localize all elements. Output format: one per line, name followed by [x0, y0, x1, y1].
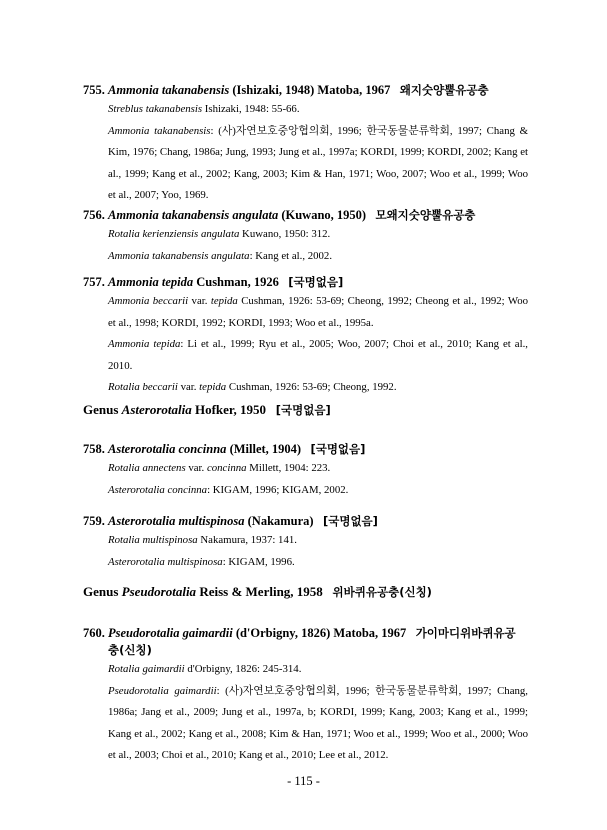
synonym-citation: Ishizaki, 1948: 55-66. [202, 103, 300, 115]
species-name: concinna [178, 442, 227, 456]
author-citation: (Kuwano, 1950) [281, 208, 367, 222]
species-name: multispinosa [178, 514, 245, 528]
species-entry-757 [83, 274, 528, 399]
genus-name: Pseudorotalia [108, 626, 180, 640]
author-citation: (d'Orbigny, 1826) Matoba, 1967 [235, 626, 407, 640]
genus-name: Ammonia [108, 83, 159, 97]
synonym-line [108, 377, 528, 399]
synonym-citation: : Li et al., 1999; Ryu et al., 2005; Woo, 2007; Choi et al., 2010; Kang et al., 2010. [108, 338, 528, 372]
genus-name: Asterorotalia [121, 402, 192, 417]
species-heading [83, 82, 528, 99]
synonym-line [108, 681, 528, 767]
synonym-citation: : (사)자연보호중앙협의회, 1996; 한국동물분류학회, 1997; Chang, 1986a; Jang et al., 2009; Jung et al., 1997a, b; KORDI, 1999; Kang, 2003; Kang et al., 1999; Kang et al., 2002; Kang et al., 2008; Kim & Han, 1971; Woo et al., 1999; Woo et al., 2000; Woo et al., 2003; Choi et al., 2010; Kang et al., 2010; Lee et al., 2012. [108, 684, 528, 761]
korean-name: 가이마디위바퀴유공 [415, 626, 516, 640]
synonym-citation: Kuwano, 1950: 312. [239, 228, 331, 240]
synonym-citation: d'Orbigny, 1826: 245-314. [184, 663, 302, 675]
species-heading [83, 274, 528, 291]
synonym-name: Rotalia multispinosa [108, 534, 198, 546]
synonym-name: Streblus takanabensis [108, 103, 203, 115]
species-entry-756 [83, 207, 528, 267]
synonym-citation: : Kang et al., 2002. [249, 249, 333, 262]
synonym-line [108, 224, 528, 246]
genus-name: Asterorotalia [108, 442, 176, 456]
author-citation: (Ishizaki, 1948) Matoba, 1967 [232, 83, 391, 97]
synonym-citation: : KIGAM, 1996; KIGAM, 2002. [207, 483, 349, 496]
korean-name: [국명없음] [310, 442, 366, 456]
korean-name-continued: 충(신칭) [108, 643, 152, 657]
synonym-list [108, 99, 528, 207]
entry-number: 759. [83, 514, 105, 528]
synonym-name: Rotalia beccarii [108, 381, 178, 393]
synonym-line [108, 458, 528, 480]
author-citation: (Nakamura) [247, 514, 314, 528]
synonym-line [108, 99, 528, 121]
author-citation: Cushman, 1926 [196, 275, 279, 289]
synonym-name: Ammonia tepida [108, 338, 181, 350]
synonym-list [108, 530, 528, 573]
synonym-variety: concinna [206, 462, 247, 474]
synonym-name: Rotalia gaimardii [108, 663, 185, 675]
korean-name: [국명없음] [275, 403, 331, 417]
species-entry-760 [83, 625, 528, 767]
species-name: takanabensis angulata [161, 208, 279, 222]
genus-label: Genus [83, 584, 119, 599]
page-number: - 115 - [287, 774, 320, 788]
genus-name: Asterorotalia [108, 514, 176, 528]
korean-name: 왜지숫양뿔유공충 [399, 83, 489, 97]
species-name: gaimardii [182, 626, 233, 640]
entry-number: 758. [83, 442, 105, 456]
author-citation: (Millet, 1904) [229, 442, 302, 456]
synonym-name: Ammonia beccarii [108, 295, 189, 307]
synonym-citation: var. [177, 381, 200, 393]
species-entry-758 [83, 441, 528, 501]
genus-heading-asterorotalia [83, 402, 331, 418]
entry-number: 756. [83, 208, 105, 222]
author-citation: Reiss & Merling, 1958 [199, 584, 323, 599]
synonym-citation: : KIGAM, 1996. [222, 555, 295, 568]
entry-number: 760. [83, 626, 105, 640]
species-entry-755 [83, 82, 528, 207]
synonym-name: Rotalia annectens [108, 462, 186, 474]
korean-name: [국명없음] [322, 514, 378, 528]
korean-name: 위바퀴유공충(신칭) [332, 585, 432, 599]
genus-name: Pseudorotalia [121, 584, 197, 599]
entry-number: 755. [83, 83, 105, 97]
species-entry-759 [83, 513, 528, 573]
genus-name: Ammonia [108, 275, 159, 289]
author-citation: Hofker, 1950 [194, 402, 267, 417]
synonym-name: Ammonia takanabensis [108, 124, 211, 137]
synonym-citation: var. [188, 295, 211, 307]
synonym-citation: var. [185, 462, 207, 474]
synonym-line [108, 552, 528, 574]
synonym-citation: Cushman, 1926: 53-69; Cheong, 1992; Cheong et al., 1992; Woo et al., 1998; KORDI, 1992; KORDI, 1993; Woo et al., 1995a. [108, 295, 529, 329]
species-heading-continued [108, 642, 528, 659]
synonym-citation: Nakamura, 1937: 141. [197, 534, 297, 546]
entry-number: 757. [83, 275, 105, 289]
synonym-list [108, 659, 528, 767]
synonym-list [108, 291, 528, 399]
synonym-name: Asterorotalia multispinosa [108, 555, 223, 568]
genus-label: Genus [83, 402, 119, 417]
synonym-variety: tepida [199, 381, 227, 393]
synonym-line [108, 291, 528, 334]
korean-name: 모왜지숫양뿔유공충 [375, 208, 476, 222]
synonym-list [108, 224, 528, 267]
synonym-name: Ammonia takanabensis angulata [108, 249, 250, 262]
synonym-citation: Millett, 1904: 223. [246, 462, 331, 474]
genus-heading-pseudorotalia [83, 584, 432, 600]
synonym-variety: tepida [210, 295, 238, 307]
synonym-line [108, 659, 528, 681]
korean-name: [국명없음] [288, 275, 344, 289]
synonym-line [108, 530, 528, 552]
synonym-line [108, 480, 528, 502]
species-name: tepida [161, 275, 194, 289]
genus-name: Ammonia [108, 208, 159, 222]
species-name: takanabensis [161, 83, 230, 97]
synonym-citation: Cushman, 1926: 53-69; Cheong, 1992. [226, 381, 397, 393]
synonym-list [108, 458, 528, 501]
synonym-line [108, 121, 528, 207]
synonym-name: Asterorotalia concinna [108, 483, 208, 496]
synonym-line [108, 246, 528, 268]
synonym-name: Pseudorotalia gaimardii [108, 684, 217, 697]
synonym-citation: : (사)자연보호중앙협의회, 1996; 한국동물분류학회, 1997; Chang & Kim, 1976; Chang, 1986a; Jung, 1993; Jung et al., 1997a; KORDI, 1999; KORDI, 2002; Kang et al., 1999; Kang et al., 2002; Kang, 2003; Kim & Han, 1971; Woo, 2007; Woo et al., 1999; Woo et al., 2007; Yoo, 1969. [108, 124, 528, 201]
synonym-line [108, 334, 528, 377]
species-heading [83, 441, 528, 458]
synonym-name: Rotalia kerienziensis angulata [108, 228, 240, 240]
species-heading [83, 513, 528, 530]
species-heading [83, 625, 528, 642]
species-heading [83, 207, 528, 224]
